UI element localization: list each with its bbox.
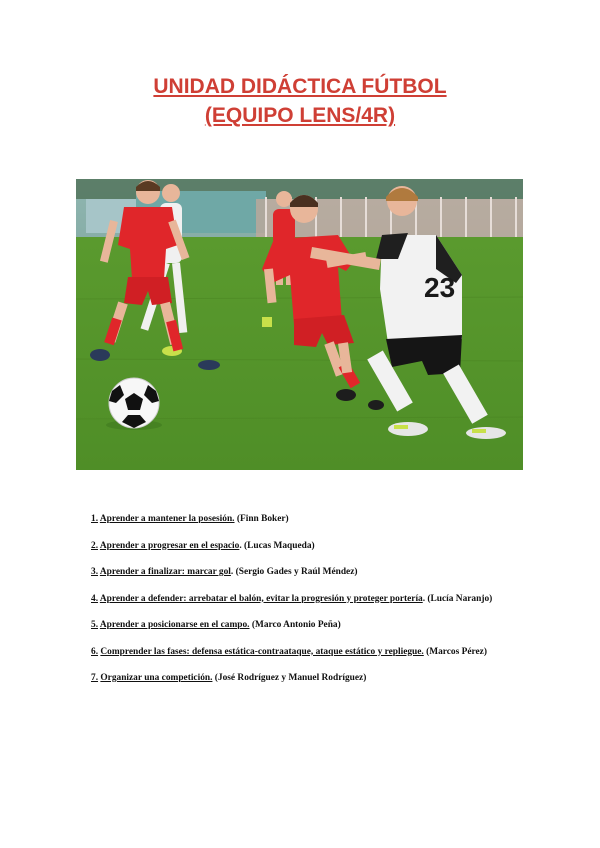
list-item: [91, 566, 531, 578]
item-topic: Aprender a mantener la posesión.: [99, 514, 235, 524]
item-topic: Organizar una competición.: [100, 673, 213, 683]
item-number: 3.: [91, 567, 99, 577]
item-topic: Aprender a progresar en el espacio: [99, 540, 240, 551]
item-topic: Comprender las fases: defensa estática-contraataque, ataque estático y repliegue.: [100, 646, 424, 657]
list-item: [91, 593, 531, 605]
item-author: (Marco Antonio Peña): [249, 620, 341, 630]
list-item: [91, 540, 531, 552]
item-author: . (Lucía Naranjo): [422, 593, 493, 604]
soccer-illustration: [76, 179, 523, 470]
item-topic: Aprender a posicionarse en el campo.: [99, 620, 250, 630]
list-item: [91, 672, 531, 684]
soccer-photo: [76, 179, 523, 470]
item-number: 5.: [91, 620, 99, 630]
list-item: [91, 513, 531, 525]
topic-list: [91, 513, 531, 699]
item-number: 1.: [91, 514, 99, 524]
item-author: . (Sergio Gades y Raúl Méndez): [230, 567, 358, 577]
item-author: . (Lucas Maqueda): [239, 540, 315, 551]
item-number: 7.: [91, 673, 99, 683]
title-line-1: UNIDAD DIDÁCTICA FÚTBOL: [153, 75, 447, 98]
list-item: [91, 646, 531, 658]
list-item: [91, 619, 531, 631]
item-number: 2.: [91, 540, 99, 551]
item-topic: Aprender a defender: arrebatar el balón, evitar la progresión y proteger portería: [99, 593, 423, 604]
item-topic: Aprender a finalizar: marcar gol: [99, 567, 231, 577]
jersey-number: 23: [424, 272, 456, 303]
item-author: (José Rodríguez y Manuel Rodríguez): [212, 673, 367, 683]
item-author: (Marcos Pérez): [423, 646, 487, 657]
document-title: [0, 72, 600, 130]
item-author: (Finn Boker): [234, 514, 289, 524]
item-number: 4.: [91, 593, 99, 604]
title-line-2: (EQUIPO LENS/4R): [204, 104, 396, 127]
item-number: 6.: [91, 646, 99, 657]
